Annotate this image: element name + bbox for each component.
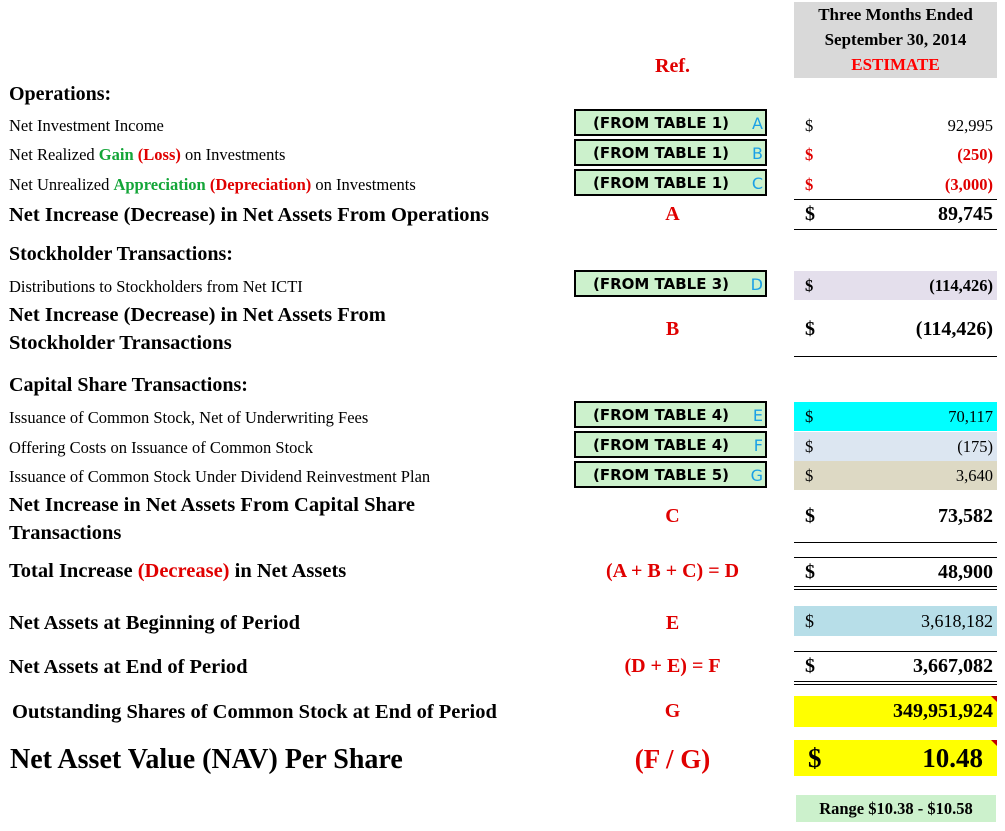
table3-ref-box-d bbox=[574, 270, 767, 297]
capital-title: Capital Share Transactions: bbox=[9, 374, 248, 396]
end-top-rule bbox=[794, 651, 997, 652]
unrealized-pre: Net Unrealized bbox=[9, 175, 114, 194]
table-ref-letter: F bbox=[753, 436, 763, 455]
unrealized-value: (3,000) bbox=[944, 175, 993, 194]
offering-value-cell bbox=[794, 432, 997, 461]
begin-ref: E bbox=[665, 612, 680, 634]
operations-total-rule bbox=[794, 229, 997, 230]
table4-ref-box-f bbox=[574, 431, 767, 458]
total-increase-cell bbox=[794, 561, 997, 585]
end-value-cell bbox=[794, 655, 997, 679]
table4-ref-box-e bbox=[574, 401, 767, 428]
total-increase-label bbox=[9, 557, 346, 585]
operations-ref: A bbox=[665, 203, 680, 225]
currency-sign: $ bbox=[805, 276, 814, 295]
table-ref-text: (FROM TABLE 1) bbox=[593, 174, 729, 192]
currency-sign: $ bbox=[805, 203, 815, 225]
table1-ref-box-b bbox=[574, 139, 767, 166]
offering-label: Offering Costs on Issuance of Common Stock bbox=[9, 438, 314, 457]
capital-total-rule bbox=[794, 542, 997, 543]
realized-value: (250) bbox=[957, 145, 993, 164]
stockholder-total-label-1: Net Increase (Decrease) in Net Assets From bbox=[9, 304, 386, 326]
table-ref-text: (FROM TABLE 4) bbox=[593, 406, 729, 424]
nii-value-cell bbox=[794, 116, 997, 138]
total-double-rule bbox=[794, 586, 997, 590]
end-label: Net Assets at End of Period bbox=[9, 656, 248, 678]
nii-label: Net Investment Income bbox=[9, 116, 164, 135]
currency-sign: $ bbox=[805, 561, 815, 583]
distributions-label: Distributions to Stockholders from Net ICTI bbox=[9, 277, 303, 296]
drip-label: Issuance of Common Stock Under Dividend Reinvestment Plan bbox=[9, 467, 431, 486]
operations-total-cell bbox=[794, 203, 997, 227]
currency-sign: $ bbox=[805, 466, 814, 485]
shares-label: Outstanding Shares of Common Stock at End of Period bbox=[12, 701, 497, 723]
currency-sign: $ bbox=[805, 318, 815, 340]
distributions-value: (114,426) bbox=[929, 276, 993, 295]
nii-value: 92,995 bbox=[947, 116, 993, 135]
table-ref-letter: B bbox=[752, 144, 763, 163]
comment-marker-icon bbox=[991, 696, 997, 702]
operations-subtotal-rule bbox=[794, 199, 997, 200]
capital-total-cell bbox=[794, 505, 997, 529]
decrease-word: (Decrease) bbox=[137, 560, 230, 582]
total-increase-ref: (A + B + C) = D bbox=[605, 560, 740, 582]
stockholder-total-value: (114,426) bbox=[915, 318, 993, 340]
table-ref-letter: A bbox=[752, 114, 763, 133]
gain-word: Gain bbox=[98, 145, 134, 164]
shares-value: 349,951,924 bbox=[893, 700, 993, 722]
appreciation-word: Appreciation bbox=[113, 175, 206, 194]
stockholder-title: Stockholder Transactions: bbox=[9, 243, 233, 265]
currency-sign: $ bbox=[805, 407, 814, 426]
capital-total-value: 73,582 bbox=[938, 505, 993, 527]
period-header bbox=[794, 2, 997, 78]
depreciation-word: (Depreciation) bbox=[209, 175, 312, 194]
end-ref: (D + E) = F bbox=[624, 655, 721, 677]
total-pre: Total Increase bbox=[9, 560, 138, 582]
realized-value-cell bbox=[794, 145, 997, 167]
total-increase-value: 48,900 bbox=[938, 561, 993, 583]
table5-ref-box-g bbox=[574, 461, 767, 488]
begin-value: 3,618,182 bbox=[921, 611, 993, 631]
end-double-rule bbox=[794, 681, 997, 685]
comment-marker-icon bbox=[991, 740, 997, 746]
currency-sign: $ bbox=[805, 611, 814, 631]
unrealized-label bbox=[9, 175, 416, 195]
table1-ref-box-a bbox=[574, 109, 767, 136]
table-ref-letter: C bbox=[751, 174, 763, 193]
stockholder-total-cell bbox=[794, 318, 997, 342]
loss-word: (Loss) bbox=[137, 145, 181, 164]
shares-value-cell bbox=[794, 696, 997, 727]
total-post: in Net Assets bbox=[229, 560, 347, 582]
begin-value-cell bbox=[794, 606, 997, 636]
issuance-value: 70,117 bbox=[948, 407, 993, 426]
currency-sign: $ bbox=[805, 145, 814, 164]
table-ref-text: (FROM TABLE 1) bbox=[593, 144, 729, 162]
issuance-label: Issuance of Common Stock, Net of Underwriting Fees bbox=[9, 408, 369, 427]
currency-sign: $ bbox=[805, 116, 814, 135]
operations-title: Operations: bbox=[9, 83, 112, 105]
table-ref-letter: D bbox=[750, 275, 763, 294]
offering-value: (175) bbox=[957, 437, 993, 456]
ref-column-header: Ref. bbox=[655, 55, 690, 77]
realized-pre: Net Realized bbox=[9, 145, 99, 164]
operations-total-value: 89,745 bbox=[938, 203, 993, 225]
issuance-value-cell bbox=[794, 402, 997, 431]
table-ref-text: (FROM TABLE 4) bbox=[593, 436, 729, 454]
header-line-2: September 30, 2014 bbox=[824, 30, 967, 49]
realized-label bbox=[9, 145, 285, 165]
begin-label: Net Assets at Beginning of Period bbox=[9, 612, 300, 634]
unrealized-post: on Investments bbox=[311, 175, 416, 194]
nav-label: Net Asset Value (NAV) Per Share bbox=[10, 744, 403, 775]
stockholder-ref: B bbox=[665, 318, 680, 340]
currency-sign: $ bbox=[805, 655, 815, 677]
total-top-rule bbox=[794, 557, 997, 558]
currency-sign: $ bbox=[805, 505, 815, 527]
capital-total-label-2: Transactions bbox=[9, 522, 122, 544]
nav-value: 10.48 bbox=[922, 743, 983, 773]
table-ref-text: (FROM TABLE 1) bbox=[593, 114, 729, 132]
drip-value-cell bbox=[794, 461, 997, 490]
capital-ref: C bbox=[665, 505, 680, 527]
stockholder-total-label-2: Stockholder Transactions bbox=[9, 332, 232, 354]
estimate-label: ESTIMATE bbox=[851, 55, 940, 74]
table-ref-text: (FROM TABLE 3) bbox=[593, 275, 729, 293]
stockholder-total-rule bbox=[794, 356, 997, 357]
table-ref-letter: E bbox=[752, 406, 763, 425]
nav-value-cell bbox=[794, 740, 997, 776]
nav-range-badge: Range $10.38 - $10.58 bbox=[796, 795, 996, 822]
realized-post: on Investments bbox=[180, 145, 286, 164]
table-ref-letter: G bbox=[750, 466, 763, 485]
currency-sign: $ bbox=[805, 175, 814, 194]
operations-total-label: Net Increase (Decrease) in Net Assets From Operations bbox=[9, 204, 489, 226]
currency-sign: $ bbox=[805, 437, 814, 456]
nav-ref: (F / G) bbox=[634, 744, 711, 774]
drip-value: 3,640 bbox=[955, 466, 993, 485]
unrealized-value-cell bbox=[794, 175, 997, 197]
capital-total-label-1: Net Increase in Net Assets From Capital Share bbox=[9, 494, 415, 516]
table1-ref-box-c bbox=[574, 169, 767, 196]
table-ref-text: (FROM TABLE 5) bbox=[593, 466, 729, 484]
shares-ref: G bbox=[664, 700, 681, 722]
distributions-value-cell bbox=[794, 271, 997, 300]
end-value: 3,667,082 bbox=[913, 655, 993, 677]
currency-sign: $ bbox=[808, 743, 822, 773]
header-line-1: Three Months Ended bbox=[818, 5, 973, 24]
